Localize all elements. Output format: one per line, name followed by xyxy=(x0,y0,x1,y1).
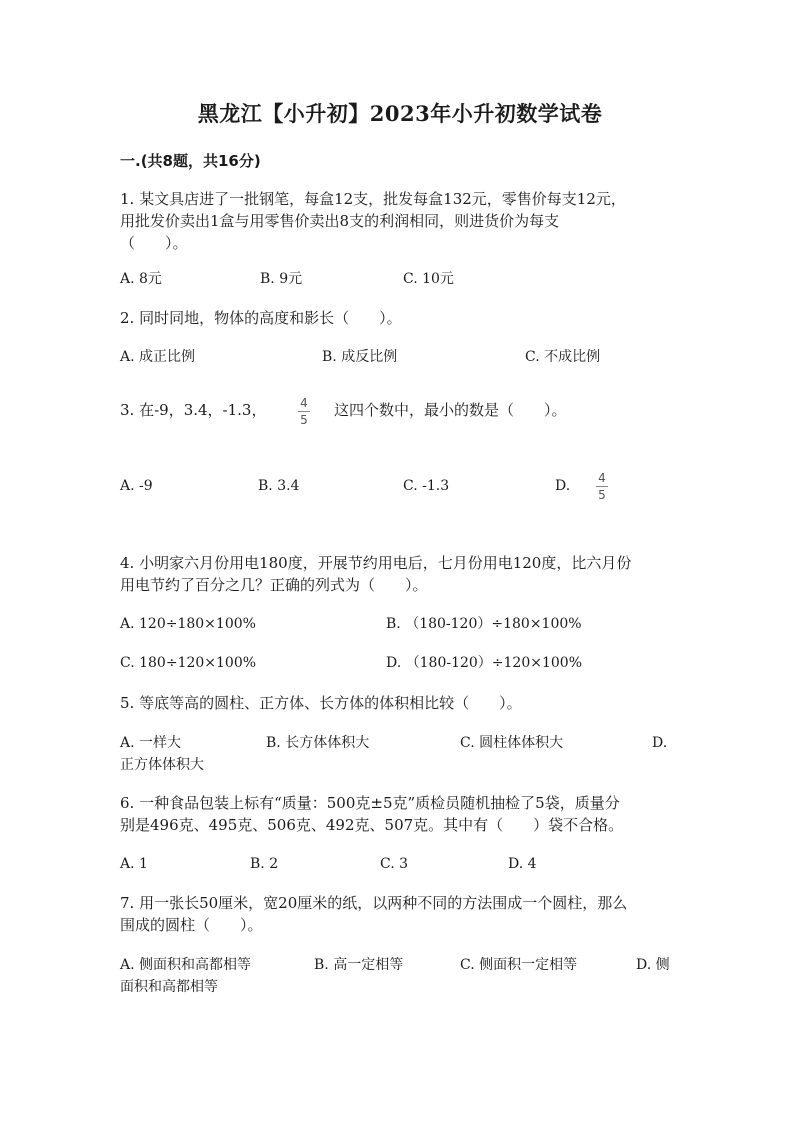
question-5-option-a[interactable]: A. 一样大 xyxy=(120,735,182,751)
question-5-option-c[interactable]: C. 圆柱体体积大 xyxy=(460,735,564,751)
question-4-option-b[interactable]: B. （180-120）÷180×100% xyxy=(386,616,582,632)
question-3-fraction xyxy=(296,396,312,427)
question-7-option-d[interactable]: D. 侧 xyxy=(636,957,670,973)
fraction-denominator: 5 xyxy=(300,413,308,427)
question-5-option-b[interactable]: B. 长方体体积大 xyxy=(266,735,370,751)
question-6-option-c[interactable]: C. 3 xyxy=(380,856,409,872)
fraction-numerator: 4 xyxy=(598,471,606,485)
question-6-line-1: 6. 一种食品包装上标有“质量：500克±5克”质检员随机抽检了5袋，质量分 xyxy=(120,794,620,812)
question-6-option-a[interactable]: A. 1 xyxy=(120,856,148,872)
question-2-option-a[interactable]: A. 成正比例 xyxy=(120,349,196,365)
question-5-line-1: 5. 等底等高的圆柱、正方体、长方体的体积相比较（ ）。 xyxy=(120,694,522,712)
question-3-text-after: 这四个数中，最小的数是（ ）。 xyxy=(334,401,567,419)
question-7-option-c[interactable]: C. 侧面积一定相等 xyxy=(460,957,578,973)
fraction-denominator: 5 xyxy=(598,488,606,502)
question-5-option-d[interactable]: D. xyxy=(652,735,668,751)
question-3-option-d[interactable]: D. xyxy=(555,478,571,494)
question-1-line-1: 1. 某文具店进了一批钢笔，每盒12支，批发每盒132元，零售价每支12元， xyxy=(120,190,626,208)
question-3-text-before: 3. 在-9，3.4，-1.3， xyxy=(120,401,267,419)
question-2-line-1: 2. 同时同地，物体的高度和影长（ ）。 xyxy=(120,309,402,327)
question-3-option-a[interactable]: A. -9 xyxy=(120,478,153,494)
question-5-option-d-continued: 正方体体积大 xyxy=(120,757,204,773)
question-7-line-1: 7. 用一张长50厘米，宽20厘米的纸，以两种不同的方法围成一个圆柱，那么 xyxy=(120,894,628,912)
question-2-option-b[interactable]: B. 成反比例 xyxy=(322,349,398,365)
question-4-line-1: 4. 小明家六月份用电180度，开展节约用电后，七月份用电120度，比六月份 xyxy=(120,554,632,572)
exam-title: 黑龙江【小升初】2023年小升初数学试卷 xyxy=(197,101,603,126)
question-1-option-a[interactable]: A. 8元 xyxy=(120,271,162,287)
question-7-line-2: 围成的圆柱（ ）。 xyxy=(120,916,263,934)
question-7-option-a[interactable]: A. 侧面积和高都相等 xyxy=(120,957,252,973)
question-4-option-a[interactable]: A. 120÷180×100% xyxy=(120,616,256,632)
question-3-option-b[interactable]: B. 3.4 xyxy=(258,478,300,494)
question-7-option-b[interactable]: B. 高一定相等 xyxy=(314,957,404,973)
question-6-option-b[interactable]: B. 2 xyxy=(250,856,279,872)
question-2-option-c[interactable]: C. 不成比例 xyxy=(525,349,601,365)
question-1-option-b[interactable]: B. 9元 xyxy=(260,271,303,287)
question-3-option-c[interactable]: C. -1.3 xyxy=(403,478,450,494)
fraction-bar xyxy=(596,486,608,487)
question-1-option-c[interactable]: C. 10元 xyxy=(403,271,454,287)
question-7-option-d-continued: 面积和高都相等 xyxy=(120,979,218,995)
question-4-line-2: 用电节约了百分之几？正确的列式为（ ）。 xyxy=(120,576,428,594)
fraction-numerator: 4 xyxy=(300,396,308,410)
question-4-option-c[interactable]: C. 180÷120×100% xyxy=(120,655,257,671)
question-6-line-2: 别是496克、495克、506克、492克、507克。其中有（ ）袋不合格。 xyxy=(120,816,624,834)
question-1-line-2: 用批发价卖出1盒与用零售价卖出8支的利润相同，则进货价为每支 xyxy=(120,212,560,230)
fraction-bar xyxy=(298,411,310,412)
question-3-option-d-fraction xyxy=(594,471,610,502)
question-1-line-3: （ ）。 xyxy=(120,234,188,252)
section-heading: 一.(共8题，共16分) xyxy=(120,152,261,170)
question-4-option-d[interactable]: D. （180-120）÷120×100% xyxy=(386,655,583,671)
question-6-option-d[interactable]: D. 4 xyxy=(508,856,537,872)
